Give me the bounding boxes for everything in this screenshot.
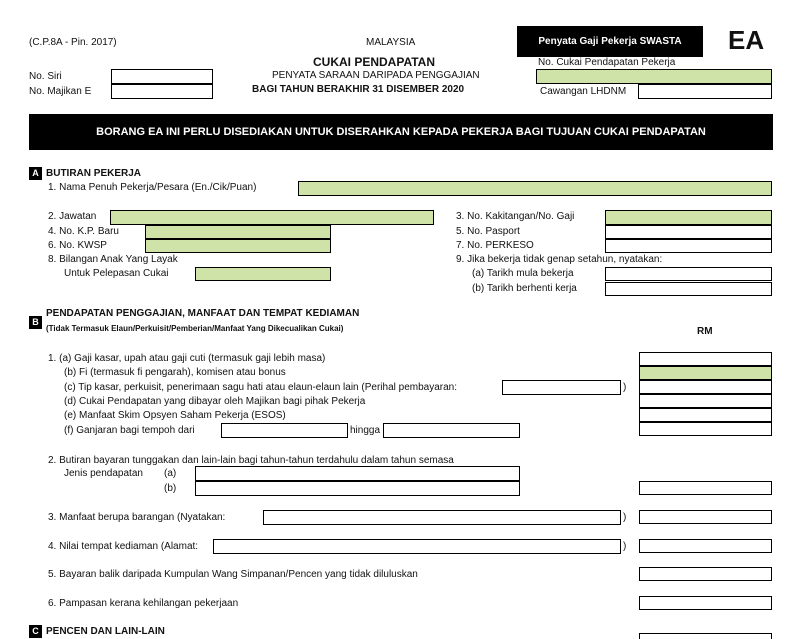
no-siri-field[interactable] — [111, 69, 213, 84]
section-b-title: PENDAPATAN PENGGAJIAN, MANFAAT DAN TEMPAT KEDIAMAN — [46, 308, 360, 319]
item-1f-to-field[interactable] — [383, 423, 520, 438]
staff-no-label: 3. No. Kakitangan/No. Gaji — [456, 211, 575, 222]
lhdnm-branch-field[interactable] — [638, 84, 772, 99]
start-date-field[interactable] — [605, 267, 772, 281]
item-5-amount[interactable] — [639, 567, 772, 581]
item-1a-label: 1. (a) Gaji kasar, upah atau gaji cuti (termasuk gaji lebih masa) — [48, 353, 326, 364]
item-1e-label: (e) Manfaat Skim Opsyen Saham Pekerja (ESOS) — [64, 410, 286, 421]
no-majikan-field[interactable] — [111, 84, 213, 99]
section-c-amount[interactable] — [639, 633, 772, 639]
item-1e-amount[interactable] — [639, 408, 772, 422]
item-2b-label: (b) — [164, 483, 177, 494]
currency-label: RM — [697, 326, 713, 337]
item-4-address[interactable] — [213, 539, 621, 554]
full-name-field[interactable] — [298, 181, 772, 196]
item-2-type-label: Jenis pendapatan — [64, 468, 143, 479]
private-employee-badge: Penyata Gaji Pekerja SWASTA — [517, 26, 703, 57]
perkeso-field[interactable] — [605, 239, 772, 253]
item-1c-amount[interactable] — [639, 380, 772, 394]
passport-label: 5. No. Pasport — [456, 226, 520, 237]
end-date-label: (b) Tarikh berhenti kerja — [472, 283, 577, 294]
item-4-close: ) — [623, 541, 627, 552]
item-6-amount[interactable] — [639, 596, 772, 610]
end-date-field[interactable] — [605, 282, 772, 296]
item-1c-description[interactable] — [502, 380, 621, 395]
item-5-label: 5. Bayaran balik daripada Kumpulan Wang Simpanan/Pencen yang tidak diluluskan — [48, 569, 418, 580]
item-2b-field[interactable] — [195, 481, 520, 496]
children-label-1: 8. Bilangan Anak Yang Layak — [48, 254, 178, 265]
section-c-title: PENCEN DAN LAIN-LAIN — [46, 626, 165, 637]
item-3-close: ) — [623, 512, 627, 523]
children-label-2: Untuk Pelepasan Cukai — [64, 268, 169, 279]
page-subtitle: PENYATA SARAAN DARIPADA PENGGAJIAN — [272, 70, 480, 81]
item-1f-hingga: hingga — [350, 425, 381, 436]
lhdnm-branch-label: Cawangan LHDNM — [540, 86, 627, 97]
section-b-subtitle: (Tidak Termasuk Elaun/Perkuisit/Pemberian/Manfaat Yang Dikecualikan Cukai) — [46, 324, 344, 333]
new-ic-label: 4. No. K.P. Baru — [48, 226, 119, 237]
tax-no-label: No. Cukai Pendapatan Pekerja — [538, 57, 676, 68]
item-1c-label: (c) Tip kasar, perkuisit, penerimaan sagu hati atau elaun-elaun lain (Perihal pembayaran: — [64, 382, 457, 393]
country-label: MALAYSIA — [366, 37, 416, 48]
tax-no-field[interactable] — [536, 69, 772, 84]
section-a-title: BUTIRAN PEKERJA — [46, 168, 142, 179]
item-2-amount[interactable] — [639, 481, 772, 495]
item-2-label: 2. Butiran bayaran tunggakan dan lain-lain bagi tahun-tahun terdahulu dalam tahun semasa — [48, 455, 454, 466]
item-1b-label: (b) Fi (termasuk fi pengarah), komisen atau bonus — [64, 367, 286, 378]
item-3-description[interactable] — [263, 510, 621, 525]
instruction-banner: BORANG EA INI PERLU DISEDIAKAN UNTUK DISERAHKAN KEPADA PEKERJA BAGI TUJUAN CUKAI PENDAPATAN — [29, 114, 773, 150]
staff-no-field[interactable] — [605, 210, 772, 225]
section-c-badge: C — [29, 625, 42, 638]
page-title: CUKAI PENDAPATAN — [313, 55, 435, 69]
item-1f-from-field[interactable] — [221, 423, 348, 438]
section-b-badge: B — [29, 316, 42, 329]
no-siri-label: No. Siri — [29, 71, 62, 82]
assessment-year: BAGI TAHUN BERAKHIR 31 DISEMBER 2020 — [252, 84, 465, 95]
partial-year-label: 9. Jika bekerja tidak genap setahun, nyatakan: — [456, 254, 663, 265]
item-1c-close: ) — [623, 382, 627, 393]
section-a-badge: A — [29, 167, 42, 180]
item-6-label: 6. Pampasan kerana kehilangan pekerjaan — [48, 598, 239, 609]
item-3-amount[interactable] — [639, 510, 772, 524]
item-4-amount[interactable] — [639, 539, 772, 553]
perkeso-label: 7. No. PERKESO — [456, 240, 534, 251]
item-1d-label: (d) Cukai Pendapatan yang dibayar oleh Majikan bagi pihak Pekerja — [64, 396, 366, 407]
item-1a-amount[interactable] — [639, 352, 772, 366]
form-name: EA — [728, 25, 765, 55]
item-2a-label: (a) — [164, 468, 177, 479]
kwsp-label: 6. No. KWSP — [48, 240, 107, 251]
item-1f-amount[interactable] — [639, 422, 772, 436]
children-field[interactable] — [195, 267, 331, 281]
item-1f-label: (f) Ganjaran bagi tempoh dari — [64, 425, 195, 436]
start-date-label: (a) Tarikh mula bekerja — [472, 268, 574, 279]
passport-field[interactable] — [605, 225, 772, 239]
item-2a-field[interactable] — [195, 466, 520, 481]
no-majikan-label: No. Majikan E — [29, 86, 92, 97]
position-field[interactable] — [110, 210, 434, 225]
form-code: (C.P.8A - Pin. 2017) — [29, 37, 117, 48]
full-name-label: 1. Nama Penuh Pekerja/Pesara (En./Cik/Puan) — [48, 182, 257, 193]
position-label: 2. Jawatan — [48, 211, 97, 222]
new-ic-field[interactable] — [145, 225, 331, 239]
item-1d-amount[interactable] — [639, 394, 772, 408]
item-4-label: 4. Nilai tempat kediaman (Alamat: — [48, 541, 199, 552]
item-1b-amount[interactable] — [639, 366, 772, 380]
kwsp-field[interactable] — [145, 239, 331, 253]
item-3-label: 3. Manfaat berupa barangan (Nyatakan: — [48, 512, 226, 523]
